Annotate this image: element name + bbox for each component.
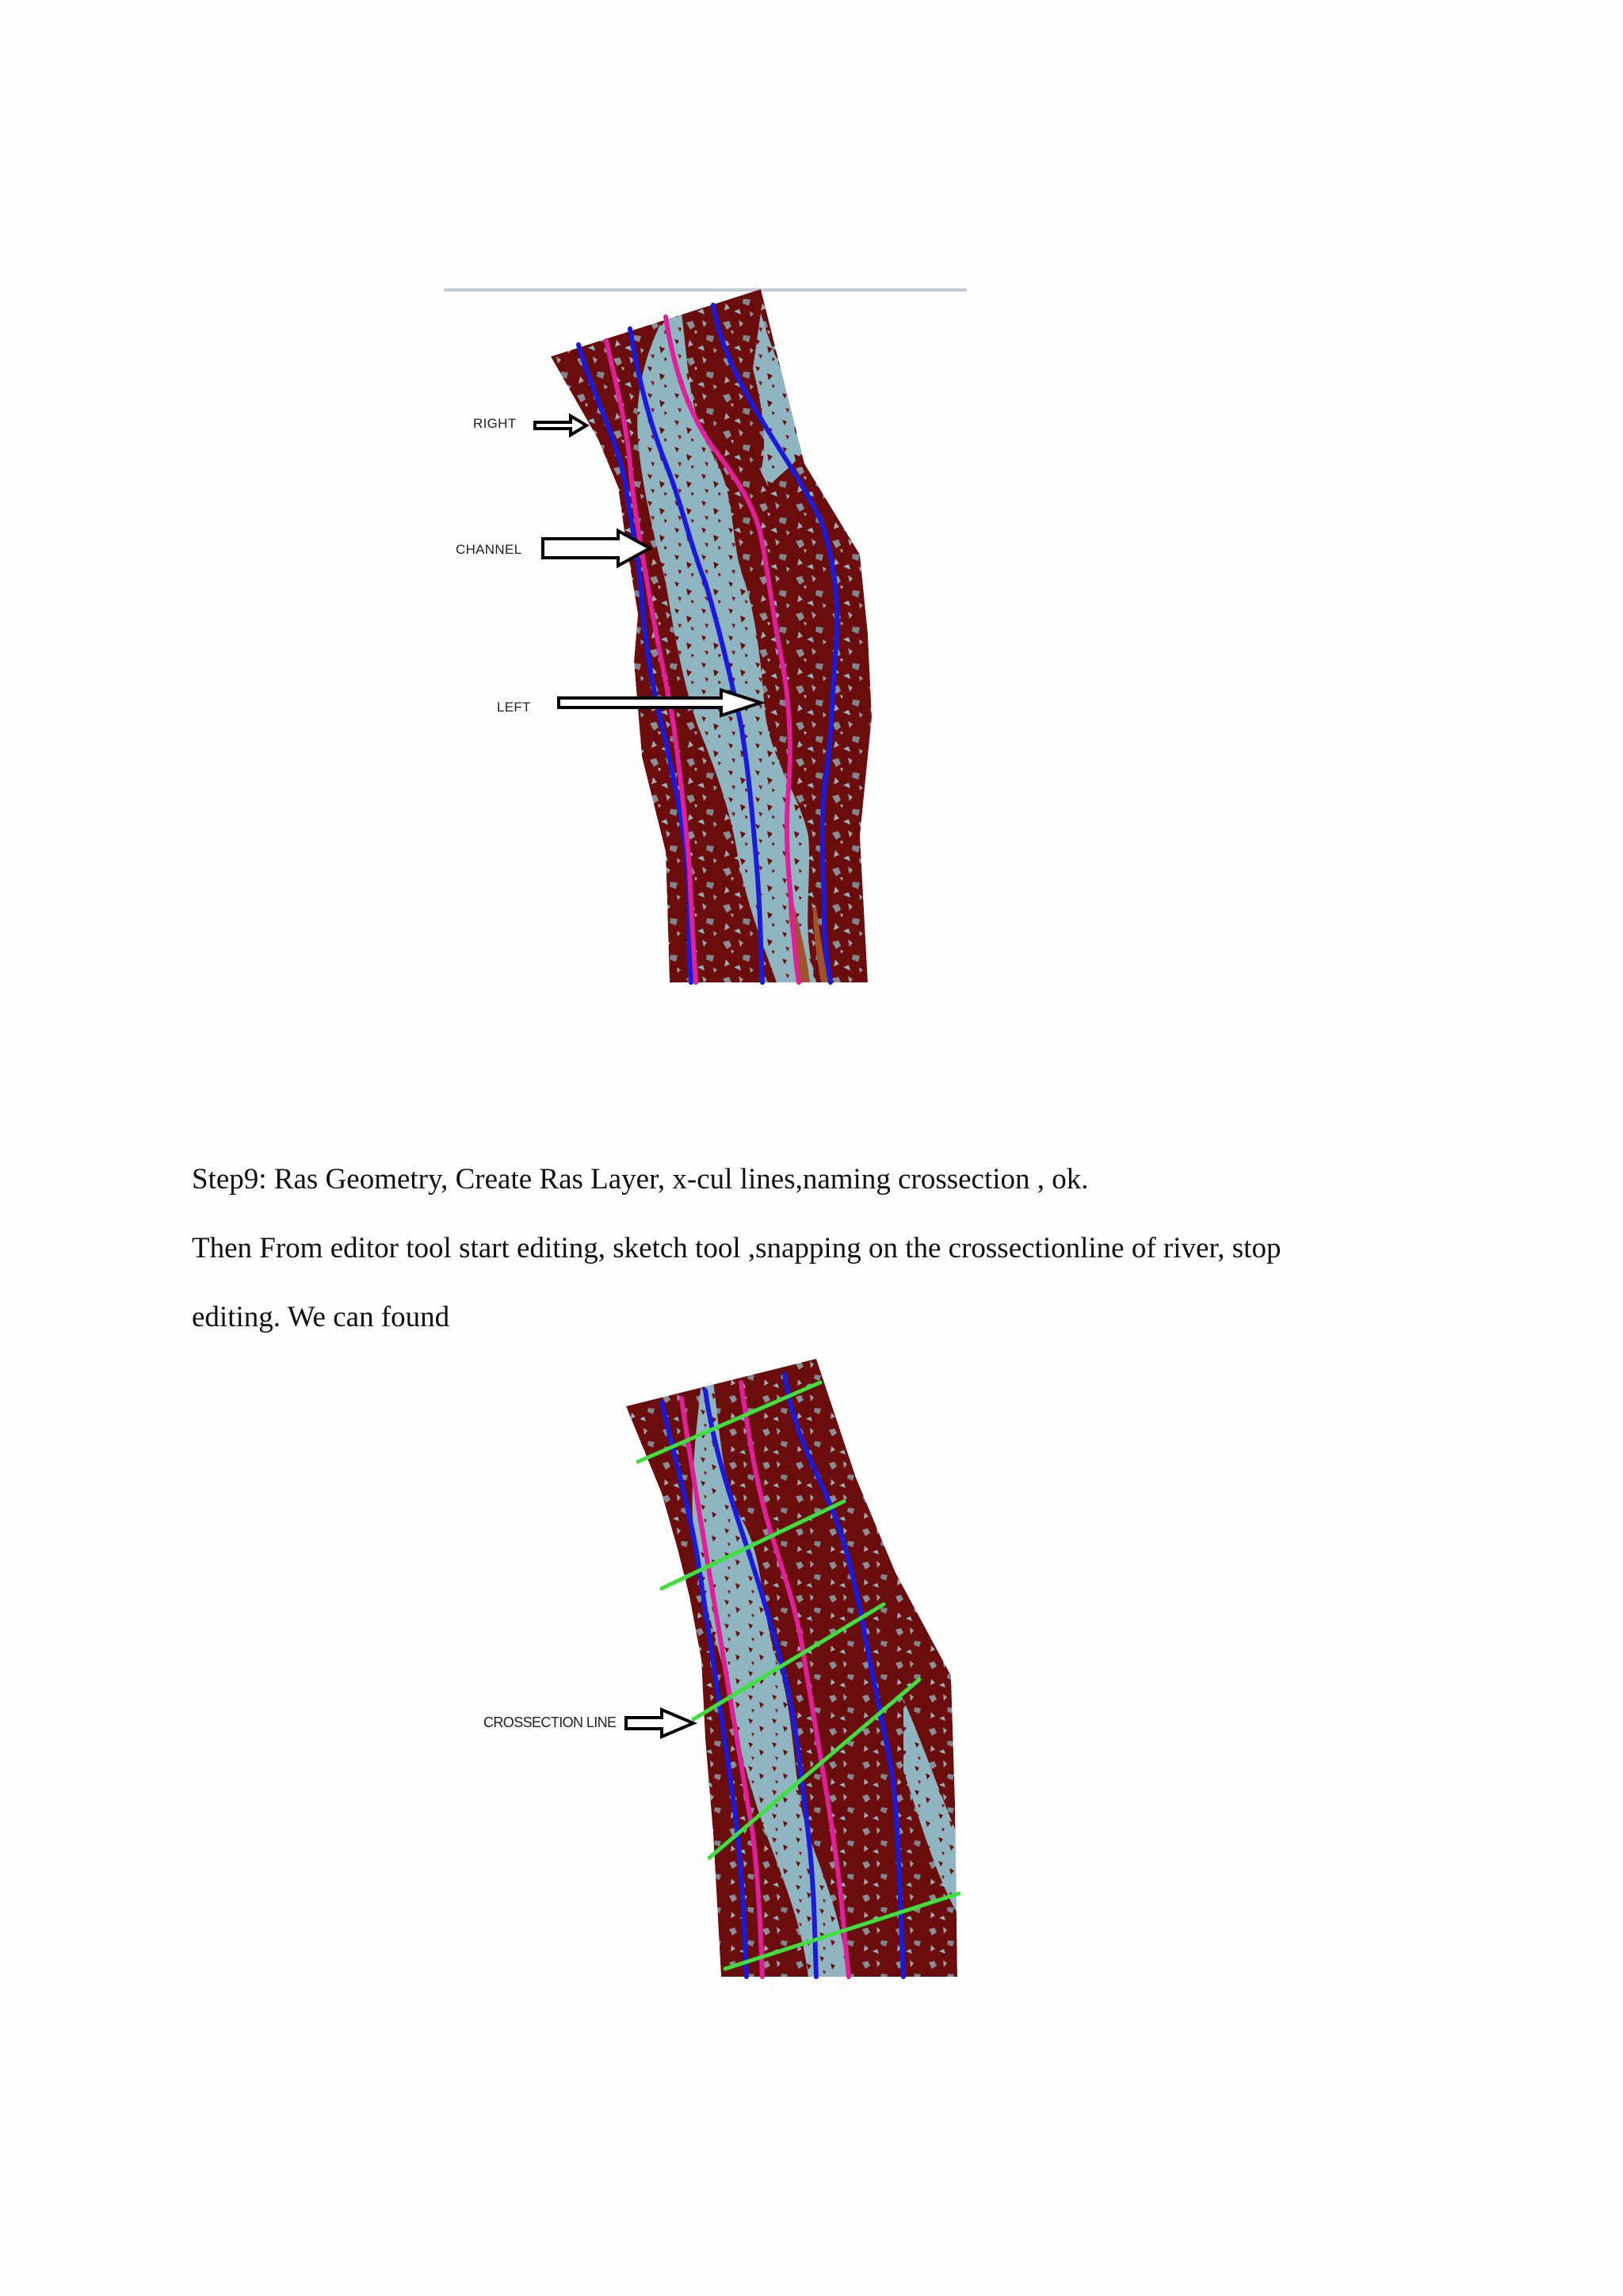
instruction-text: Then From editor tool start editing, sketch tool ,snapping on the crossectionline of river, stop: [192, 1232, 1281, 1264]
river-map-figure-1: [428, 281, 983, 1010]
label-right: RIGHT: [473, 416, 517, 431]
river-map-figure-2: [460, 1359, 999, 2000]
right-arrow: [535, 416, 586, 435]
instruction-text-cont: editing. We can found: [192, 1301, 450, 1333]
label-left: LEFT: [497, 700, 531, 715]
label-channel: CHANNEL: [456, 542, 522, 557]
river-map-2: [460, 1359, 999, 2000]
step9-text: Step9: Ras Geometry, Create Ras Layer, x-cul lines,naming crossection , ok.: [192, 1163, 1089, 1196]
label-crossection-line: CROSSECTION LINE: [483, 1714, 617, 1730]
crossection-arrow: [626, 1710, 693, 1737]
river-map-1: [428, 281, 983, 1010]
